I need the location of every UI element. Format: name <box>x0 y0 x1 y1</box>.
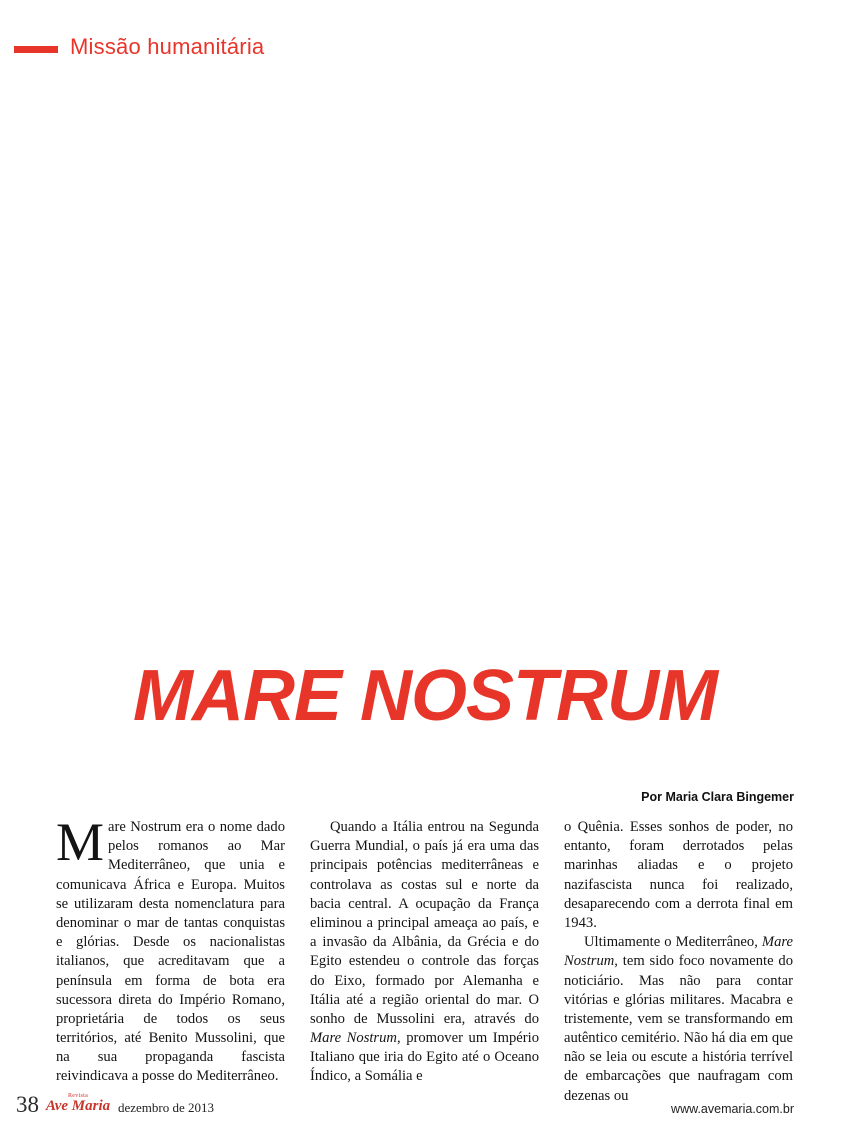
website-url[interactable]: www.avemaria.com.br <box>671 1102 794 1116</box>
logo-main-text: Ave Maria <box>45 1098 111 1114</box>
article-column-2 <box>310 818 539 1086</box>
logo-small-text: Revista <box>67 1093 89 1099</box>
paragraph <box>564 933 793 1106</box>
article-column-3 <box>564 818 793 1104</box>
paragraph-text: are Nostrum era o nome dado pelos romanos ao Mar Mediterrâneo, que unia e comunicava África e Europa. Muitos se utilizaram desta nomenclatura para denominar o mar de tantas conquistas e glórias. Desde os nacionalistas italianos, que acreditavam que a península em forma de bota era sucessora direta do Império Romano, proprietária de todos os seus territórios, até Benito Mussolini, que na sua propaganda fascista reivindicava a posse do Mediterrâneo. <box>56 819 285 1085</box>
photo-white-boat <box>0 128 230 258</box>
photo-water <box>0 104 850 628</box>
kicker-accent-bar <box>14 46 58 53</box>
photo-boat-cabin <box>10 102 130 136</box>
page-number: 38 <box>16 1092 39 1117</box>
photo-building-cluster <box>700 8 820 68</box>
drop-cap: M <box>56 812 105 872</box>
photo-boat-rail <box>0 273 850 344</box>
paragraph-text: o Quênia. Esses sonhos de poder, no entanto, foram derrotados pelas marinhas aliadas e o projeto nazifascista nunca foi realizado, desaparecendo com a derrota final em 1943. <box>564 819 793 931</box>
article-headline: MARE NOSTRUM <box>133 656 717 736</box>
paragraph <box>310 818 539 1087</box>
issue-date: dezembro de 2013 <box>118 1100 215 1115</box>
photo-hillside <box>0 0 660 120</box>
photo-mast-secondary <box>466 150 471 300</box>
photo-buildings <box>620 0 850 96</box>
kicker-label: Missão humanitária <box>70 34 265 59</box>
page-footer <box>0 1086 850 1126</box>
photo-bottom-fade <box>0 580 850 628</box>
magazine-logo <box>42 1093 114 1117</box>
photo-shoreline <box>0 96 300 126</box>
photo-dock <box>480 96 850 134</box>
paragraph <box>56 812 285 1087</box>
photo-crowd-of-people <box>0 175 828 548</box>
article-column-1 <box>56 812 285 1086</box>
paragraph-text: Ultimamente o Mediterrâneo, Mare Nostrum, tem sido foco novamente do noticiário. Mas não para contar vitórias e glórias militares. Macabra e tristemente, vem se transformando em autêntico cemitério. Não há dia em que não se leia ou escute a história terrível de embarcações que naufragam com dezenas ou <box>564 934 793 1104</box>
article-byline: Por Maria Clara Bingemer <box>641 790 794 804</box>
paragraph-text: Quando a Itália entrou na Segunda Guerra Mundial, o país já era uma das principais potências mediterrâneas e controlava as costas sul e norte da bacia central. A ocupação da França eliminou a principal ameaça ao país, e a invasão da Albânia, da Grécia e do Egito estendeu o controle das forças do Eixo, formado por Alemanha e Itália até a região oriental do mar. O sonho de Mussolini era, através do Mare Nostrum, promover um Império Italiano que iria do Egito até o Oceano Índico, a Somália e <box>310 819 539 1085</box>
photo-mast <box>335 118 341 228</box>
photo-migrant-boat-hull <box>0 273 850 617</box>
paragraph <box>564 818 793 933</box>
